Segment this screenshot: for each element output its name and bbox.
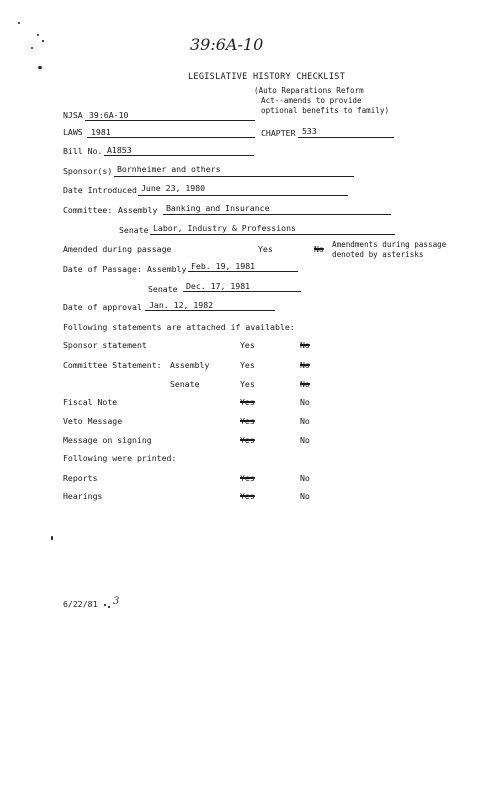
chapter-underline bbox=[298, 137, 394, 138]
statements-heading: Following statements are attached if available: bbox=[63, 322, 295, 332]
amended-yes: Yes bbox=[258, 244, 273, 254]
scan-speck bbox=[51, 536, 53, 540]
bill-number-underline bbox=[104, 155, 254, 156]
sponsors-value: Bornheimer and others bbox=[117, 164, 221, 174]
scan-speck bbox=[37, 34, 39, 36]
bill-description-line-1: (Auto Reparations Reform bbox=[254, 86, 364, 95]
date-of-approval-underline bbox=[145, 310, 275, 311]
bill-description-line-3: optional benefits to family) bbox=[261, 106, 390, 115]
amended-note-line-2: denoted by asterisks bbox=[332, 250, 424, 259]
committee-assembly-underline bbox=[163, 214, 391, 215]
committee-statement-assembly-yes: Yes bbox=[240, 360, 255, 370]
veto-message-yes: Yes bbox=[240, 416, 255, 426]
sponsors-underline bbox=[114, 176, 354, 177]
committee-statement-assembly-label: Assembly bbox=[170, 360, 210, 370]
bill-number-label: Bill No. bbox=[63, 146, 103, 156]
date-of-approval-label: Date of approval bbox=[63, 302, 142, 312]
scan-speck bbox=[42, 40, 44, 42]
date-of-approval-value: Jan. 12, 1982 bbox=[149, 300, 214, 310]
amended-label: Amended during passage bbox=[63, 244, 172, 254]
fiscal-note-label: Fiscal Note bbox=[63, 397, 118, 407]
committee-assembly-label: Assembly bbox=[118, 205, 158, 215]
committee-senate-value: Labor, Industry & Professions bbox=[153, 223, 296, 233]
scan-speck bbox=[18, 22, 20, 24]
passage-assembly-label: Assembly bbox=[147, 264, 187, 274]
hearings-label: Hearings bbox=[63, 491, 103, 501]
committee-senate-label: Senate bbox=[119, 225, 149, 235]
fiscal-note-no: No bbox=[300, 397, 310, 407]
njsa-value: 39:6A-10 bbox=[89, 110, 129, 120]
date-of-passage-label: Date of Passage: bbox=[63, 264, 142, 274]
date-introduced-value: June 23, 1980 bbox=[141, 183, 206, 193]
committee-statement-label: Committee Statement: bbox=[63, 360, 162, 370]
bill-number-value: A1853 bbox=[107, 145, 132, 155]
committee-statement-senate-label: Senate bbox=[170, 379, 200, 389]
veto-message-no: No bbox=[300, 416, 310, 426]
amended-no: No bbox=[314, 244, 324, 254]
scan-speck bbox=[104, 604, 106, 606]
committee-statement-senate-no: No bbox=[300, 379, 310, 389]
committee-label: Committee: bbox=[63, 205, 113, 215]
passage-assembly-value: Feb. 19, 1981 bbox=[191, 261, 256, 271]
page-title: LEGISLATIVE HISTORY CHECKLIST bbox=[188, 72, 346, 82]
committee-statement-assembly-no: No bbox=[300, 360, 310, 370]
reports-no: No bbox=[300, 473, 310, 483]
scan-speck bbox=[38, 66, 42, 69]
scan-speck bbox=[108, 606, 110, 608]
fiscal-note-yes: Yes bbox=[240, 397, 255, 407]
laws-label: LAWS bbox=[63, 127, 83, 137]
committee-senate-underline bbox=[150, 234, 395, 235]
reports-yes: Yes bbox=[240, 473, 255, 483]
committee-assembly-value: Banking and Insurance bbox=[166, 203, 270, 213]
footer-date: 6/22/81 bbox=[63, 599, 98, 609]
passage-assembly-underline bbox=[188, 271, 298, 272]
passage-senate-label: Senate bbox=[148, 284, 178, 294]
njsa-underline bbox=[85, 120, 255, 121]
sponsor-statement-no: No bbox=[300, 340, 310, 350]
footer-handwritten-mark: 3 bbox=[113, 596, 120, 607]
reports-label: Reports bbox=[63, 473, 98, 483]
njsa-label: NJSA bbox=[63, 110, 83, 120]
message-on-signing-yes: Yes bbox=[240, 435, 255, 445]
scan-speck bbox=[31, 47, 33, 49]
date-introduced-label: Date Introduced bbox=[63, 185, 137, 195]
passage-senate-underline bbox=[183, 291, 301, 292]
sponsors-label: Sponsor(s) bbox=[63, 166, 113, 176]
hearings-no: No bbox=[300, 491, 310, 501]
chapter-value: 533 bbox=[302, 126, 317, 136]
handwritten-citation: 39:6A-10 bbox=[190, 35, 264, 54]
hearings-yes: Yes bbox=[240, 491, 255, 501]
bill-description-line-2: Act--amends to provide bbox=[261, 96, 362, 105]
committee-statement-senate-yes: Yes bbox=[240, 379, 255, 389]
passage-senate-value: Dec. 17, 1981 bbox=[186, 281, 251, 291]
amended-note-line-1: Amendments during passage bbox=[332, 240, 447, 249]
printed-heading: Following were printed: bbox=[63, 453, 177, 463]
veto-message-label: Veto Message bbox=[63, 416, 123, 426]
date-introduced-underline bbox=[138, 195, 348, 196]
laws-underline bbox=[87, 137, 255, 138]
laws-value: 1981 bbox=[91, 127, 111, 137]
message-on-signing-no: No bbox=[300, 435, 310, 445]
sponsor-statement-label: Sponsor statement bbox=[63, 340, 147, 350]
chapter-label: CHAPTER bbox=[261, 128, 296, 138]
message-on-signing-label: Message on signing bbox=[63, 435, 152, 445]
sponsor-statement-yes: Yes bbox=[240, 340, 255, 350]
